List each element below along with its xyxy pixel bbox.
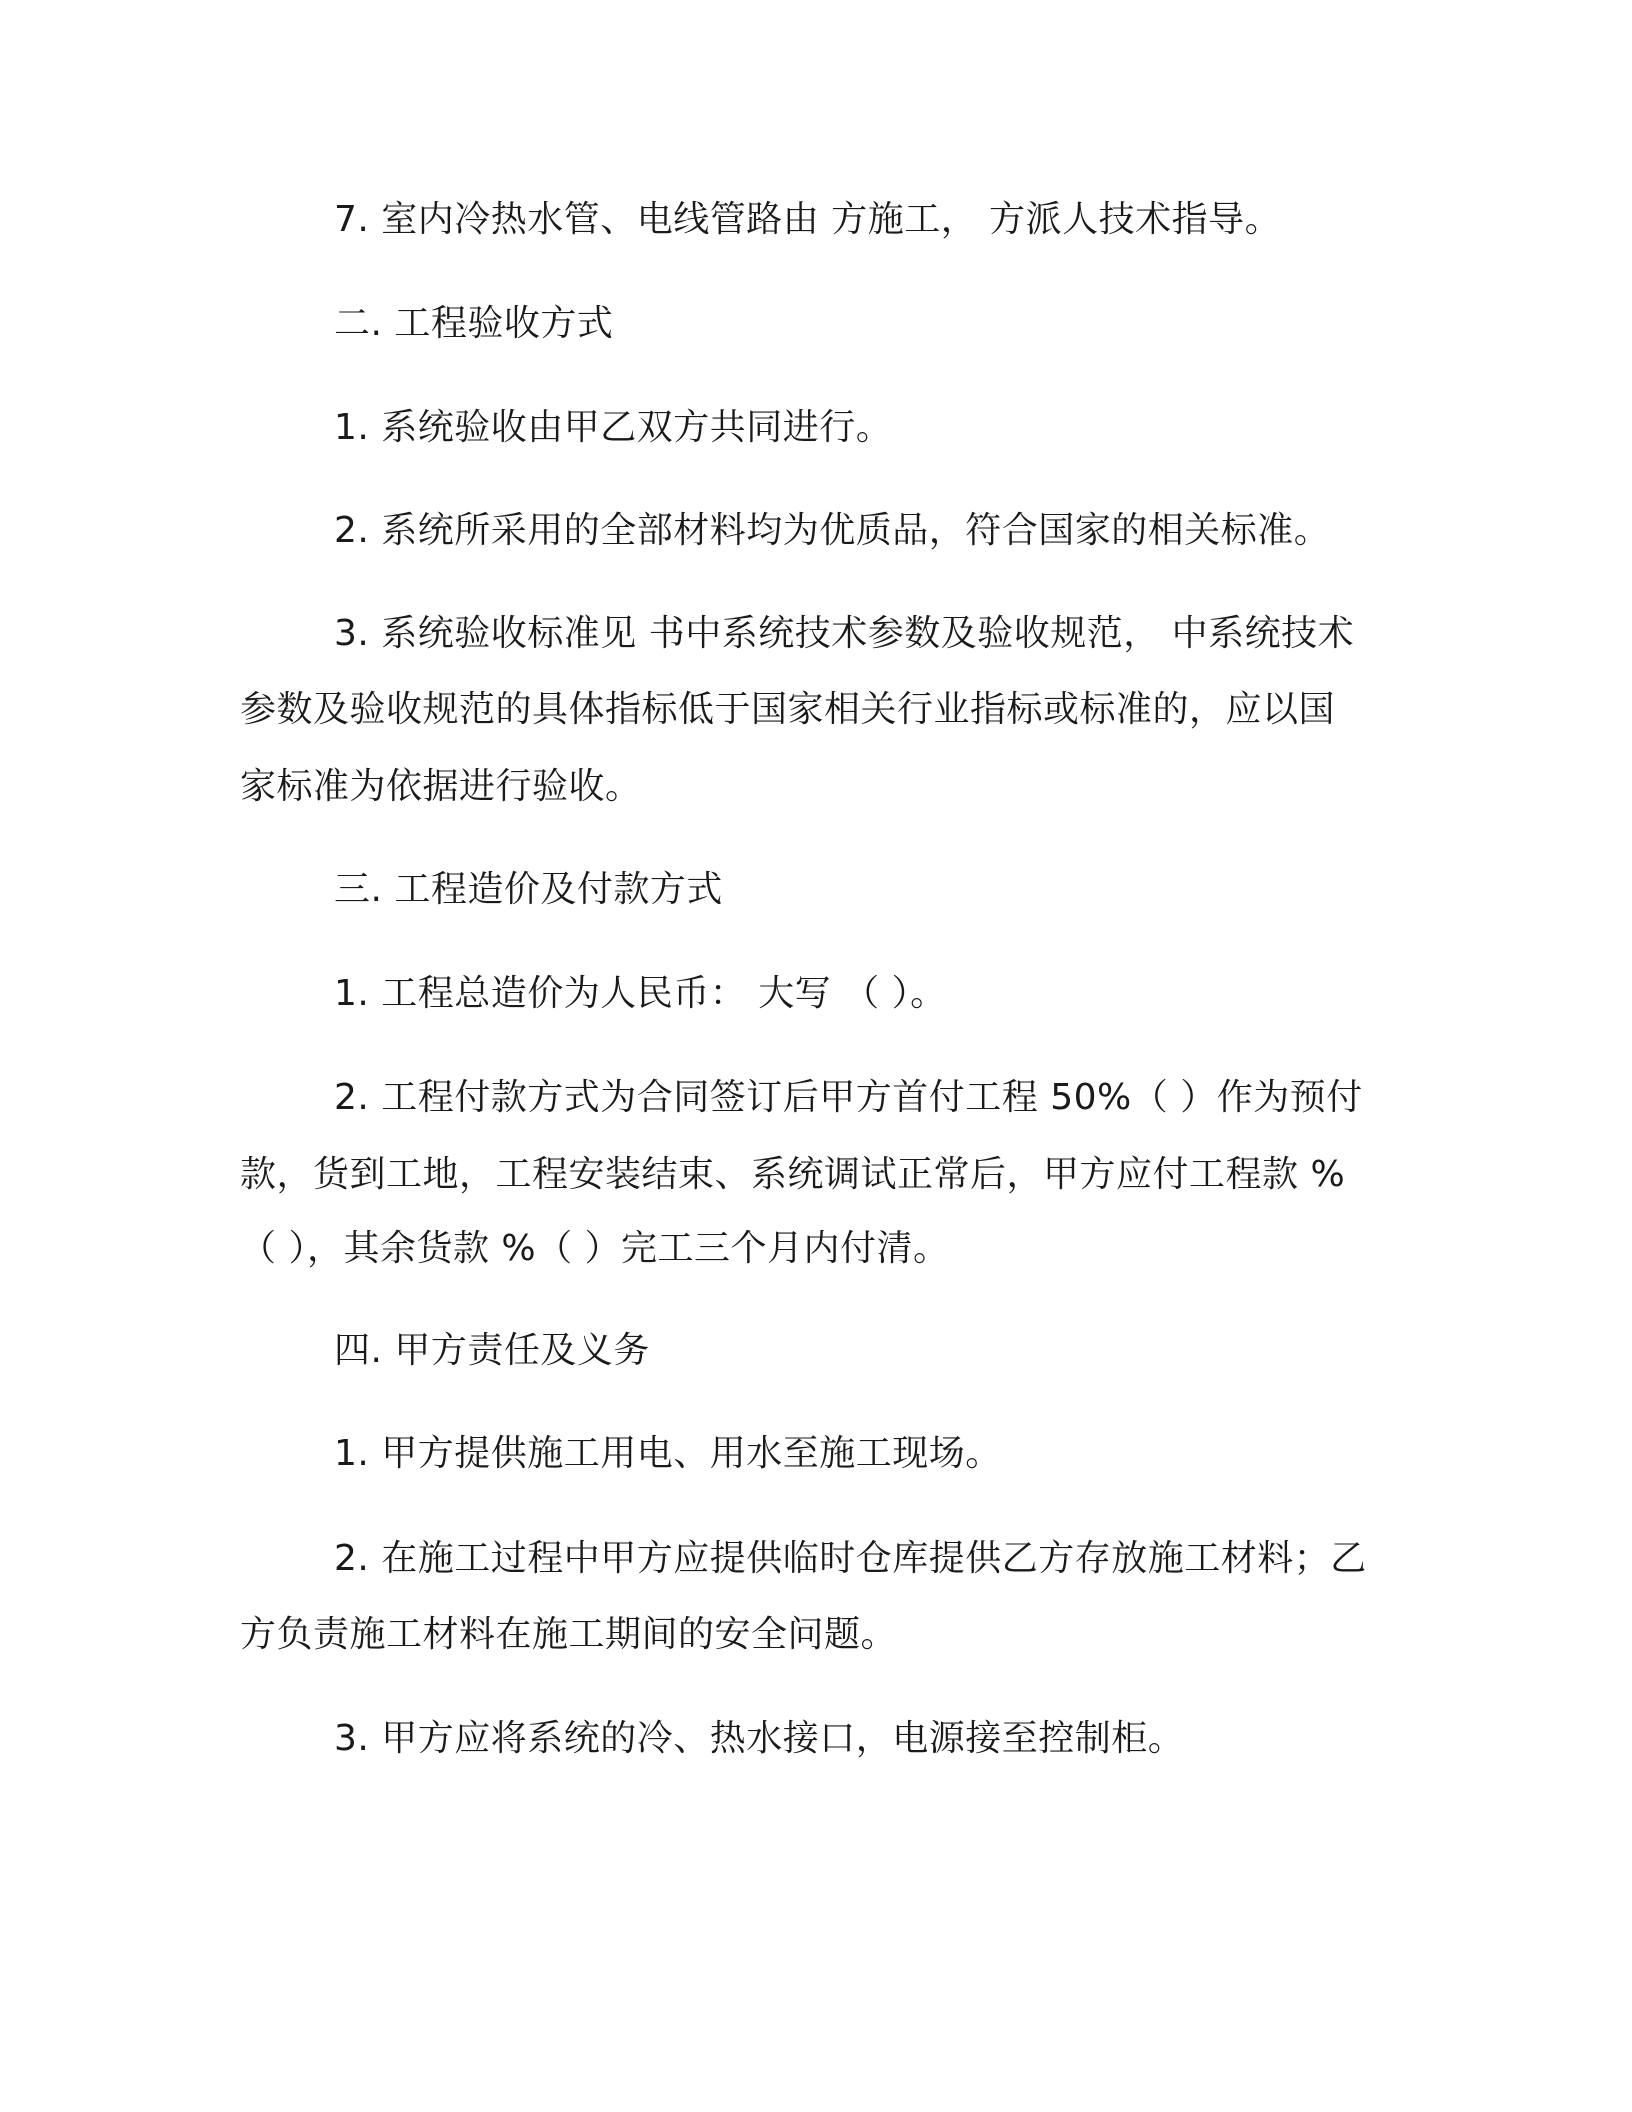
clause-2-3-line-2: 参数及验收规范的具体指标低于国家相关行业指标或标准的，应以国 — [240, 689, 1336, 730]
section-3-heading: 三. 工程造价及付款方式 — [334, 869, 723, 910]
clause-4-1: 1. 甲方提供施工用电、用水至施工现场。 — [334, 1433, 1002, 1474]
clause-7-pipes: 7. 室内冷热水管、电线管路由 方施工， 方派人技术指导。 — [334, 199, 1282, 240]
clause-2-3-line-3: 家标准为依据进行验收。 — [240, 766, 642, 807]
clause-3-2-line-3: （ ），其余货款 %（ ）完工三个月内付清。 — [240, 1228, 950, 1269]
clause-3-2-line-1: 2. 工程付款方式为合同签订后甲方首付工程 50%（ ）作为预付 — [334, 1077, 1363, 1118]
section-4-heading: 四. 甲方责任及义务 — [334, 1330, 650, 1371]
section-2-heading: 二. 工程验收方式 — [334, 303, 614, 344]
clause-2-3-line-1: 3. 系统验收标准见 书中系统技术参数及验收规范， 中系统技术 — [334, 613, 1355, 654]
clause-4-3: 3. 甲方应将系统的冷、热水接口，电源接至控制柜。 — [334, 1718, 1185, 1759]
clause-2-1: 1. 系统验收由甲乙双方共同进行。 — [334, 407, 893, 448]
clause-2-2: 2. 系统所采用的全部材料均为优质品，符合国家的相关标准。 — [334, 510, 1331, 551]
clause-4-2-line-1: 2. 在施工过程中甲方应提供临时仓库提供乙方存放施工材料；乙 — [334, 1538, 1367, 1579]
clause-4-2-line-2: 方负责施工材料在施工期间的安全问题。 — [240, 1614, 898, 1655]
clause-3-2-line-2: 款，货到工地，工程安装结束、系统调试正常后，甲方应付工程款 % — [240, 1154, 1346, 1195]
clause-3-1: 1. 工程总造价为人民币： 大写 （ ）。 — [334, 973, 947, 1014]
